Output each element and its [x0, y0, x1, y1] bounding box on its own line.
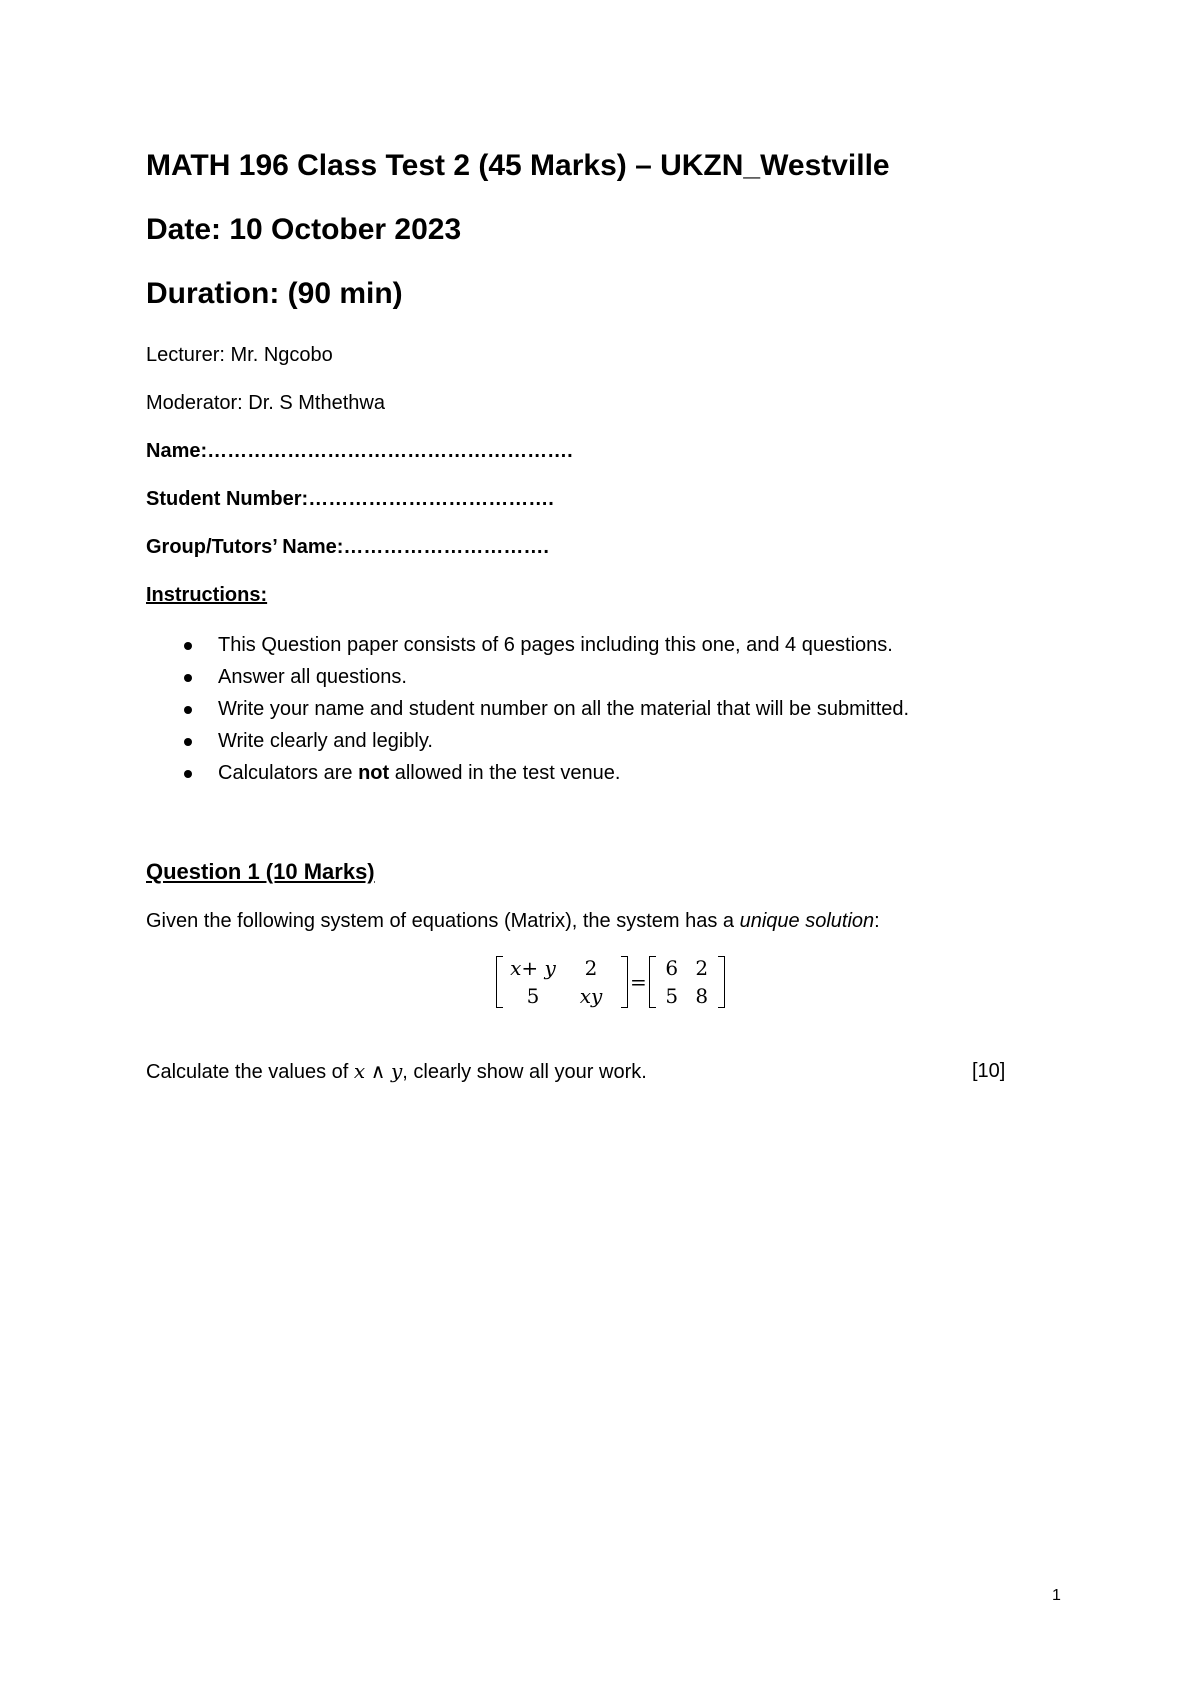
page-number: 1 — [1052, 1587, 1061, 1604]
instruction-text: Write your name and student number on all the material that will be submitted. — [218, 698, 910, 720]
intro-text: Given the following system of equations (Matrix), the system has a — [146, 910, 740, 932]
question-1-marks: [10] — [972, 1060, 1006, 1082]
bullet-icon — [184, 706, 192, 714]
instruction-text: This Question paper consists of 6 pages including this one, and 4 questions. — [218, 634, 893, 656]
left-matrix — [496, 954, 628, 1010]
intro-emphasis: unique solution — [739, 910, 875, 932]
test-date: Date: 10 October 2023 — [146, 213, 462, 246]
matrix-cell: 5 — [526, 984, 540, 1008]
name-field: Name:………………………………………………. — [146, 440, 573, 462]
instruction-text: Answer all questions. — [218, 666, 407, 688]
instructions-heading: Instructions: — [146, 584, 268, 606]
instruction-item — [146, 661, 909, 693]
instruction-item — [146, 725, 909, 757]
instruction-item — [146, 693, 909, 725]
matrix-cell: 5 — [665, 984, 679, 1008]
instruction-text-after: allowed in the test venue. — [389, 762, 621, 784]
matrix-cell: xy — [579, 984, 603, 1008]
matrix-cell: 8 — [695, 984, 709, 1008]
matrix-cell: 6 — [665, 956, 679, 980]
instructions-list — [146, 629, 909, 789]
matrix-cell: x+ y — [510, 956, 556, 980]
group-tutor-field: Group/Tutors’ Name:…………………………. — [146, 536, 549, 558]
bullet-icon — [184, 770, 192, 778]
bullet-icon — [184, 642, 192, 650]
moderator-line: Moderator: Dr. S Mthethwa — [146, 392, 385, 414]
lecturer-line: Lecturer: Mr. Ngcobo — [146, 344, 333, 366]
question-1-intro — [146, 908, 880, 934]
instruction-text-before: Calculators are — [218, 762, 359, 784]
instruction-item — [146, 757, 909, 789]
question-1-task — [146, 1058, 647, 1085]
instruction-emphasis: not — [358, 762, 390, 784]
variable-x: x — [353, 1059, 366, 1083]
instruction-text: Write clearly and legibly. — [218, 730, 433, 752]
student-number-field: Student Number:………………………………. — [146, 488, 554, 510]
task-suffix: , clearly show all your work. — [402, 1061, 647, 1083]
bullet-icon — [184, 738, 192, 746]
and-symbol: ∧ — [370, 1061, 386, 1083]
instruction-item — [146, 629, 909, 661]
intro-suffix: : — [874, 910, 880, 932]
right-matrix — [649, 954, 725, 1010]
test-duration: Duration: (90 min) — [146, 277, 403, 310]
test-title: MATH 196 Class Test 2 (45 Marks) – UKZN_Westville — [146, 149, 890, 182]
equals-sign: = — [630, 970, 647, 994]
question-1-heading: Question 1 (10 Marks) — [146, 859, 375, 884]
matrix-cell: 2 — [695, 956, 709, 980]
variable-y: y — [390, 1059, 403, 1083]
bullet-icon — [184, 674, 192, 682]
task-text: Calculate the values of — [146, 1061, 354, 1083]
matrix-cell: 2 — [584, 956, 598, 980]
matrix-equation — [496, 950, 725, 1014]
